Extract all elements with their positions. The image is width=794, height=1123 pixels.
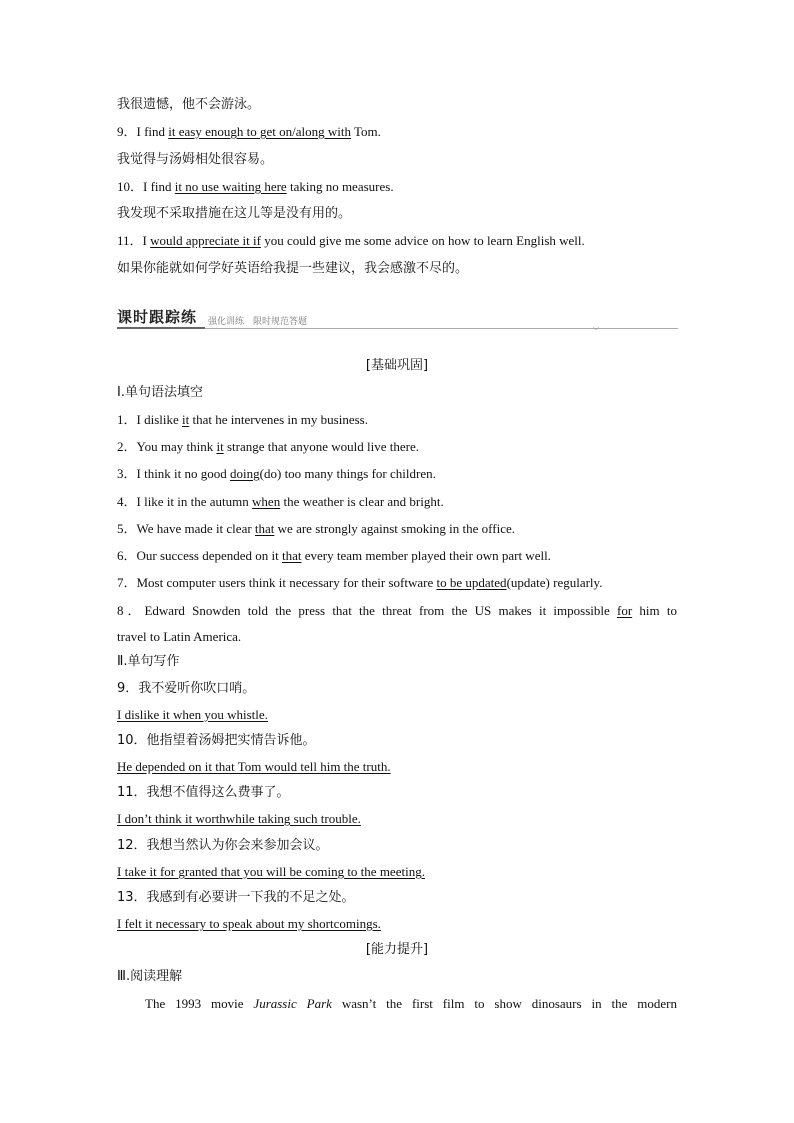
header-rule — [117, 323, 678, 332]
text: 2．You may think — [117, 439, 217, 454]
text: strange that anyone would live there. — [223, 439, 419, 454]
text: 7．Most computer users think it necessary for their software — [117, 575, 437, 590]
rule-thick — [117, 327, 205, 329]
grammar-item — [117, 438, 677, 456]
translation-line: 如果你能就如何学好英语给我提一些建议，我会感激不尽的。 — [117, 261, 469, 276]
answer: would appreciate it if — [150, 233, 261, 248]
text: 9．I find — [117, 124, 169, 139]
answer: when — [252, 494, 281, 509]
translation-line: 我觉得与汤姆相处很容易。 — [117, 152, 274, 167]
writing-question: 9．我不爱听你吹口哨。 — [117, 681, 256, 696]
text: we are strongly against smoking in the office. — [274, 521, 515, 536]
grammar-item — [117, 493, 677, 511]
sentence-11 — [117, 232, 677, 250]
advanced-heading: [能力提升] — [365, 942, 429, 957]
writing-answer — [117, 758, 677, 776]
text: 1．I dislike — [117, 412, 182, 427]
writing-answer — [117, 706, 677, 724]
grammar-item — [117, 411, 677, 429]
writing-answer — [117, 915, 677, 933]
answer: I felt it necessary to speak about my shortcomings. — [117, 916, 381, 931]
answer: that — [282, 548, 302, 563]
section-subtitle: 强化训练 限时规范答题 — [208, 317, 308, 327]
grammar-item — [117, 574, 677, 592]
text: him to — [632, 603, 677, 618]
translation-line: 我很遗憾，他不会游泳。 — [117, 97, 261, 112]
movie-title: Jurassic Park — [253, 996, 332, 1011]
writing-question: 10．他指望着汤姆把实情告诉他。 — [117, 733, 316, 748]
text: Tom. — [350, 124, 381, 139]
text: that he intervenes in my business. — [189, 412, 368, 427]
text: taking no measures. — [286, 179, 394, 194]
writing-answer — [117, 863, 677, 881]
text: 10．I find — [117, 179, 175, 194]
writing-question: 12．我想当然认为你会来参加会议。 — [117, 838, 329, 853]
answer: it easy enough to get on/along with — [168, 124, 351, 139]
section-header — [117, 304, 678, 332]
answer: I don’t think it worthwhile taking such trouble. — [117, 811, 361, 826]
text: (do) too many things for children. — [259, 466, 436, 481]
writing-question: 13．我感到有必要讲一下我的不足之处。 — [117, 890, 355, 905]
grammar-item — [117, 465, 677, 483]
answer: that — [254, 521, 275, 536]
rule-mark-icon: ⌵ — [593, 323, 600, 332]
part1-title: Ⅰ.单句语法填空 — [117, 385, 203, 400]
text: every team member played their own part well. — [301, 548, 551, 563]
answer: I take it for granted that you will be coming to the meeting. — [117, 864, 425, 879]
answer: for — [617, 603, 633, 618]
text: (update) regularly. — [506, 575, 603, 590]
text: 6．Our success depended on it — [117, 548, 282, 563]
reading-paragraph — [145, 995, 677, 1013]
rule-thin — [205, 328, 678, 329]
answer: I dislike it when you whistle. — [117, 707, 268, 722]
part2-title: Ⅱ.单句写作 — [117, 654, 180, 669]
text: The 1993 movie — [145, 996, 254, 1011]
sentence-9 — [117, 123, 677, 141]
section-title: 课时跟踪练 — [117, 308, 198, 326]
grammar-item — [117, 520, 677, 538]
translation-line: 我发现不采取措施在这儿等是没有用的。 — [117, 206, 352, 221]
item-8-cont: travel to Latin America. — [117, 629, 242, 644]
text: 5．We have made it clear — [117, 521, 255, 536]
text: wasn’t the first film to show dinosaurs in the modern — [331, 996, 677, 1011]
grammar-item — [117, 547, 677, 565]
writing-question: 11．我想不值得这么费事了。 — [117, 785, 290, 800]
text: the weather is clear and bright. — [280, 494, 444, 509]
answer: it — [216, 439, 224, 454]
text: 11．I — [117, 233, 151, 248]
item-8 — [117, 602, 677, 620]
answer: He depended on it that Tom would tell him the truth. — [117, 759, 391, 774]
text: 8．Edward Snowden told the press that the threat from the US makes it impossible — [117, 603, 617, 618]
basic-heading: [基础巩固] — [365, 358, 429, 373]
text: you could give me some advice on how to learn English well. — [260, 233, 585, 248]
answer: it no use waiting here — [174, 179, 287, 194]
answer: doing — [230, 466, 260, 481]
part3-title: Ⅲ.阅读理解 — [117, 969, 183, 984]
text: 4．I like it in the autumn — [117, 494, 253, 509]
answer: to be updated — [436, 575, 507, 590]
writing-answer — [117, 810, 677, 828]
sentence-10 — [117, 178, 677, 196]
answer: it — [182, 412, 190, 427]
text: 3．I think it no good — [117, 466, 231, 481]
